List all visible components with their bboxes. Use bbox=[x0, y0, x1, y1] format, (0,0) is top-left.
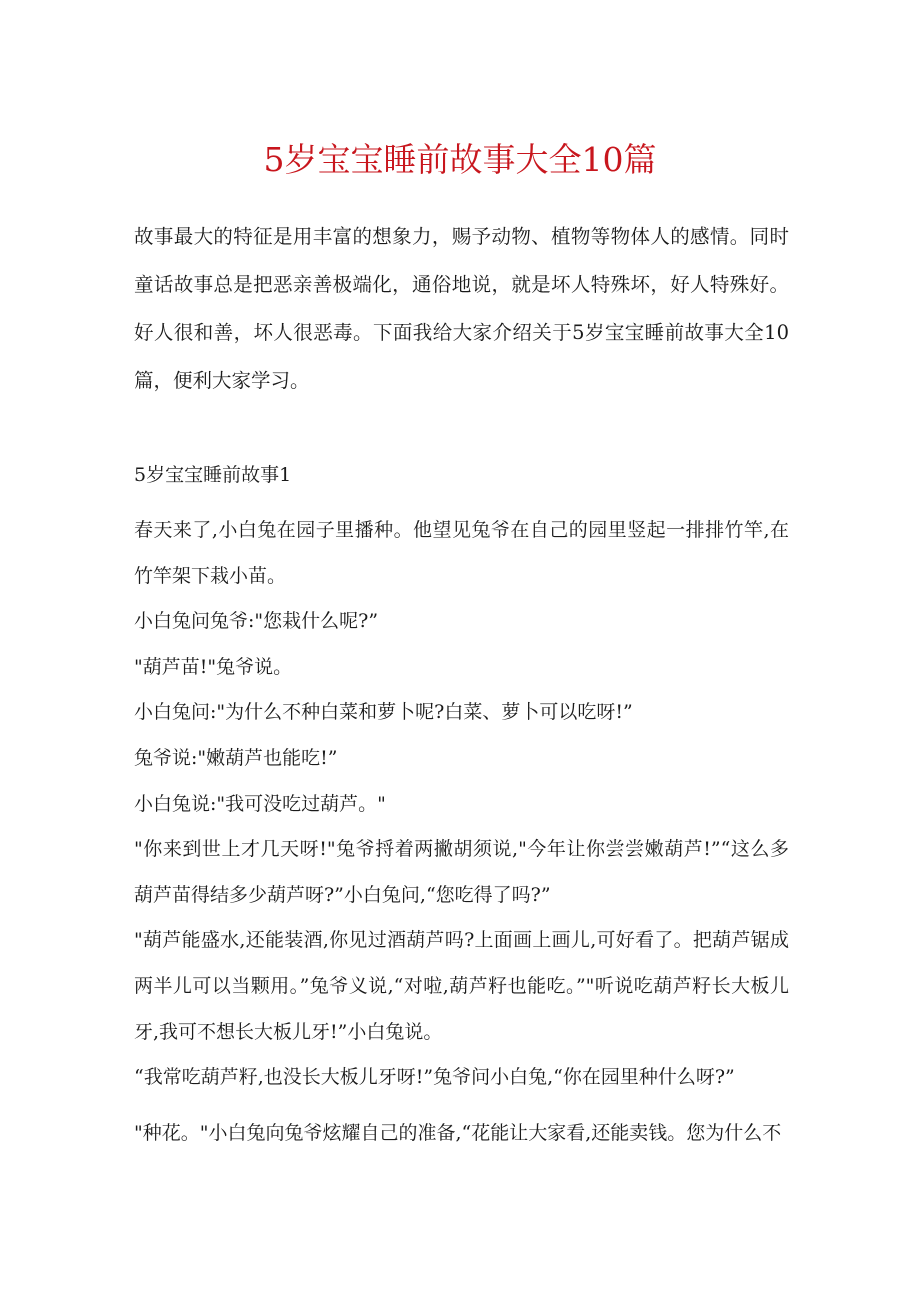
story-paragraph: 兔爷说:"嫩葫芦也能吃!” bbox=[134, 746, 338, 769]
story-paragraph: "葫芦能盛水,还能装酒,你见过酒葫芦吗?上面画上画儿,可好看了。把葫芦锯成两半儿可以当颗用。”兔爷义说,“对啦,葫芦籽也能吃。”"听说吃葫芦籽长大板儿牙,我可不想长大板儿牙!”小白兔说。 bbox=[134, 929, 789, 1043]
story-paragraph: 小白兔问:"为什么不种白菜和萝卜呢?白菜、萝卜可以吃呀!” bbox=[134, 701, 633, 724]
story-body bbox=[134, 508, 789, 1156]
story-paragraph: "葫芦苗!"兔爷说。 bbox=[134, 655, 293, 678]
section-heading: 5岁宝宝睡前故事1 bbox=[134, 464, 292, 486]
story-paragraph: 小白兔问兔爷:"您栽什么呢?” bbox=[134, 610, 379, 633]
story-paragraph: 小白兔说:"我可没吃过葫芦。" bbox=[134, 792, 386, 815]
story-paragraph: "种花。"小白兔向兔爷炫耀自己的准备,“花能让大家看,还能卖钱。您为什么不 bbox=[134, 1121, 782, 1144]
document-title: 5岁宝宝睡前故事大全10篇 bbox=[263, 140, 657, 179]
story-paragraph: "你来到世上才几天呀!"兔爷捋着两撇胡须说,"今年让你尝尝嫩葫芦!”“这么多葫芦苗得结多少葫芦呀?”小白兔问,“您吃得了吗?” bbox=[134, 838, 789, 906]
story-paragraph: “我常吃葫芦籽,也没长大板儿牙呀!”兔爷问小白兔,“你在园里种什么呀?” bbox=[134, 1066, 735, 1089]
story-paragraph: 春天来了,小白兔在园子里播种。他望见兔爷在自己的园里竖起一排排竹竿,在竹竿架下栽小苗。 bbox=[134, 519, 789, 587]
intro-paragraph: 故事最大的特征是用丰富的想象力，赐予动物、植物等物体人的感情。同时童话故事总是把恶亲善极端化，通俗地说，就是坏人特殊坏，好人特殊好。好人很和善，坏人很恶毒。下面我给大家介绍关于5岁宝宝睡前故事大全10篇，便利大家学习。 bbox=[134, 225, 789, 392]
